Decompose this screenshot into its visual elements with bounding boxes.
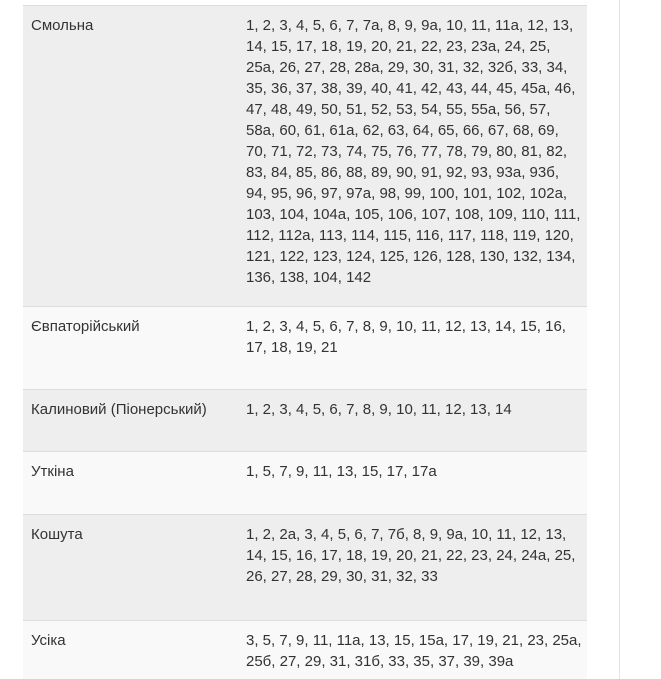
table-row bbox=[23, 5, 587, 306]
street-name: Смольна bbox=[31, 17, 94, 34]
house-numbers: 1, 2, 3, 4, 5, 6, 7, 8, 9, 10, 11, 12, 13, 14 bbox=[246, 401, 512, 418]
content-border bbox=[619, 0, 620, 679]
house-numbers: 1, 2, 3, 4, 5, 6, 7, 8, 9, 10, 11, 12, 13, 14, 15, 16, 17, 18, 19, 21 bbox=[246, 318, 566, 356]
street-name: Уткіна bbox=[31, 463, 74, 480]
house-numbers: 1, 2, 3, 4, 5, 6, 7, 7а, 8, 9, 9а, 10, 11, 11а, 12, 13, 14, 15, 17, 18, 19, 20, 21, 22, 23, 23а, 24, 25, 25а, 26, 27, 28, 28а, 29, 30, 31, 32, 32б, 33, 34, 35, 36, 37, 38, 39, 40, 41, 42, 43, 44, 45, 45а, 46, 47, 48, 49, 50, 51, 52, 53, 54, 55, 55а, 56, 57, 58а, 60, 61, 61а, 62, 63, 64, 65, 66, 67, 68, 69, 70, 71, 72, 73, 74, 75, 76, 77, 78, 79, 80, 81, 82, 83, 84, 85, 86, 88, 89, 90, 91, 92, 93, 93а, 93б, 94, 95, 96, 97, 97а, 98, 99, 100, 101, 102, 102а, 103, 104, 104а, 105, 106, 107, 108, 109, 110, 111, 112, 112а, 113, 114, 115, 116, 117, 118, 119, 120, 121, 122, 123, 124, 125, 126, 128, 130, 132, 134, 136, 138, 104, 142 bbox=[246, 17, 581, 286]
street-name: Кошута bbox=[31, 526, 83, 543]
table-row bbox=[23, 620, 587, 679]
house-numbers: 1, 5, 7, 9, 11, 13, 15, 17, 17а bbox=[246, 463, 437, 480]
table-row bbox=[23, 514, 587, 620]
street-name: Усіка bbox=[31, 632, 66, 649]
house-numbers: 1, 2, 2а, 3, 4, 5, 6, 7, 7б, 8, 9, 9а, 10, 11, 12, 13, 14, 15, 16, 17, 18, 19, 20, 21, 22, 23, 24, 24а, 25, 26, 27, 28, 29, 30, 31, 32, 33 bbox=[246, 526, 576, 585]
table-row bbox=[23, 306, 587, 389]
street-name: Євпаторійський bbox=[31, 318, 140, 335]
table-row bbox=[23, 389, 587, 451]
house-numbers: 3, 5, 7, 9, 11, 11а, 13, 15, 15а, 17, 19, 21, 23, 25а, 25б, 27, 29, 31, 31б, 33, 35, 37, 39, 39а bbox=[246, 632, 582, 670]
street-name: Калиновий (Піонерський) bbox=[31, 401, 207, 418]
table-row bbox=[23, 451, 587, 514]
